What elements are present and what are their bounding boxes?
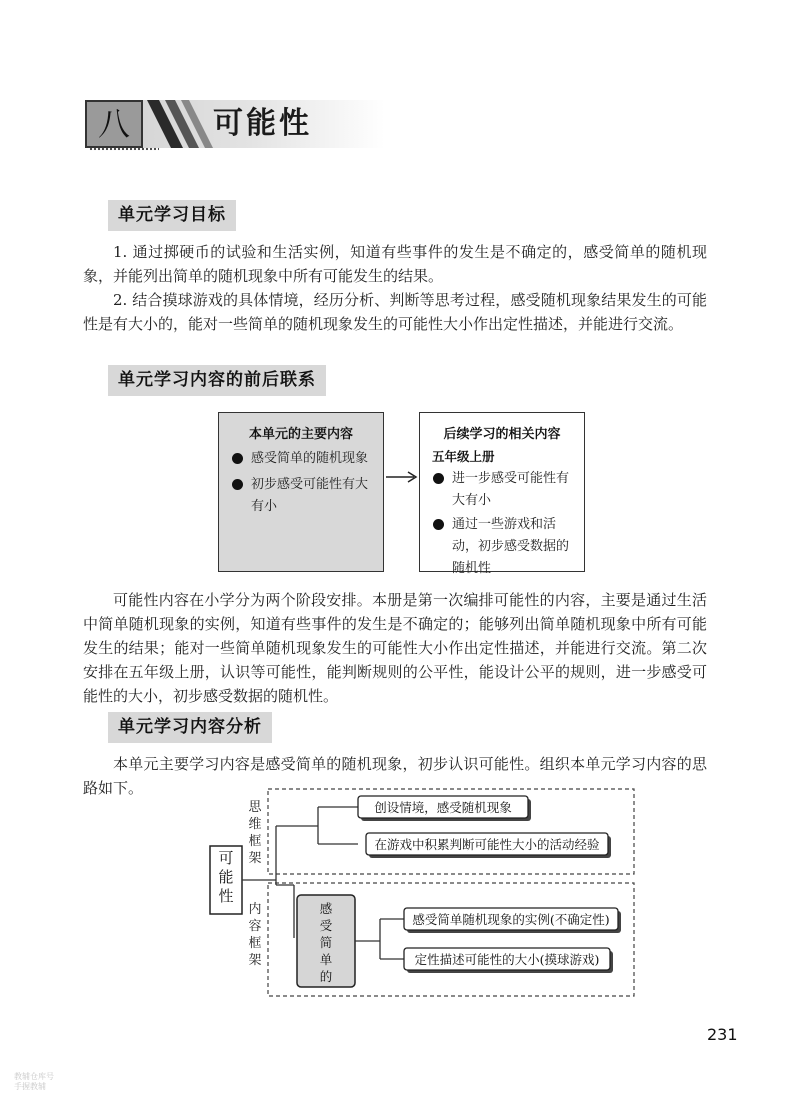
chapter-number: 八 (85, 100, 143, 148)
svg-text:维: 维 (248, 817, 262, 832)
relation-paragraph: 可能性内容在小学分为两个阶段安排。本册是第一次编排可能性的内容，主要是通过生活中简单随机现象的实例，知道有些事件的发生是不确定的；能够列出简单随机现象中所有可能发生的结果；能对一些简单随机现象发生的可能性大小作出定性描述，并能进行交流。第二次安排在五年级上册，认识等可能性，能判断规则的公平性，能设计公平的规则，进一步感受可能性的大小，初步感受数据的随机性。 (83, 591, 707, 705)
svg-text:的: 的 (319, 969, 333, 984)
root-label-1: 可 (218, 849, 234, 867)
section-heading-analysis: 单元学习内容分析 (108, 712, 272, 743)
svg-text:思: 思 (248, 800, 262, 815)
watermark: 教辅仓库号 手握教辅 (14, 1072, 54, 1091)
svg-text:简: 简 (319, 935, 333, 950)
svg-text:框: 框 (248, 834, 262, 849)
bullet-icon (232, 479, 243, 490)
bullet-icon (232, 453, 243, 464)
svg-text:框: 框 (248, 936, 262, 951)
chapter-stripes-decoration (143, 100, 213, 148)
follow-up-item: 通过一些游戏和活动，初步感受数据的随机性 (420, 514, 584, 580)
page-number: 231 (707, 1025, 738, 1044)
content-item: 定性描述可能性的大小(摸球游戏) (414, 952, 600, 967)
goal-paragraph-1: 1. 通过掷硬币的试验和生活实例，知道有些事件的发生是不确定的，感受简单的随机现象，并能列出简单的随机现象中所有可能发生的结果。 (83, 243, 707, 285)
current-unit-box-title: 本单元的主要内容 (248, 427, 353, 442)
svg-text:架: 架 (248, 953, 262, 968)
current-unit-box (218, 412, 384, 572)
section-heading-relation: 单元学习内容的前后联系 (108, 365, 326, 396)
goal-paragraph-2: 2. 结合摸球游戏的具体情境，经历分析、判断等思考过程，感受随机现象结果发生的可能性是有大小的，能对一些简单的随机现象发生的可能性大小作出定性描述，并能进行交流。 (83, 291, 707, 333)
follow-up-item: 进一步感受可能性有大有小 (420, 468, 584, 512)
bullet-icon (433, 519, 444, 530)
chapter-dots-decoration (89, 147, 159, 151)
svg-text:单: 单 (319, 952, 333, 967)
svg-text:受: 受 (319, 918, 333, 933)
root-label-2: 能 (218, 868, 234, 886)
svg-text:感: 感 (319, 901, 333, 916)
section-heading-goals: 单元学习目标 (108, 200, 236, 231)
svg-text:内: 内 (248, 902, 262, 917)
follow-up-box-title: 后续学习的相关内容 (443, 427, 561, 442)
thinking-item: 在游戏中积累判断可能性大小的活动经验 (374, 837, 600, 852)
thinking-item: 创设情境，感受随机现象 (374, 800, 512, 815)
chapter-title: 可能性 (213, 106, 312, 141)
arrow-right-icon (384, 470, 420, 484)
analysis-paragraph: 本单元主要学习内容是感受简单的随机现象，初步认识可能性。组织本单元学习内容的思路如下。 (83, 755, 707, 797)
framework-diagram (200, 785, 645, 1000)
root-label-3: 性 (218, 887, 234, 905)
follow-up-grade: 五年级上册 (432, 449, 495, 464)
bullet-icon (433, 473, 444, 484)
svg-text:容: 容 (248, 919, 262, 934)
content-item: 感受简单随机现象的实例(不确定性) (412, 912, 610, 927)
chapter-header (85, 100, 385, 152)
follow-up-box (419, 412, 585, 576)
current-unit-item: 初步感受可能性有大有小 (219, 474, 383, 518)
current-unit-item: 感受简单的随机现象 (219, 448, 383, 470)
svg-text:架: 架 (248, 851, 262, 866)
